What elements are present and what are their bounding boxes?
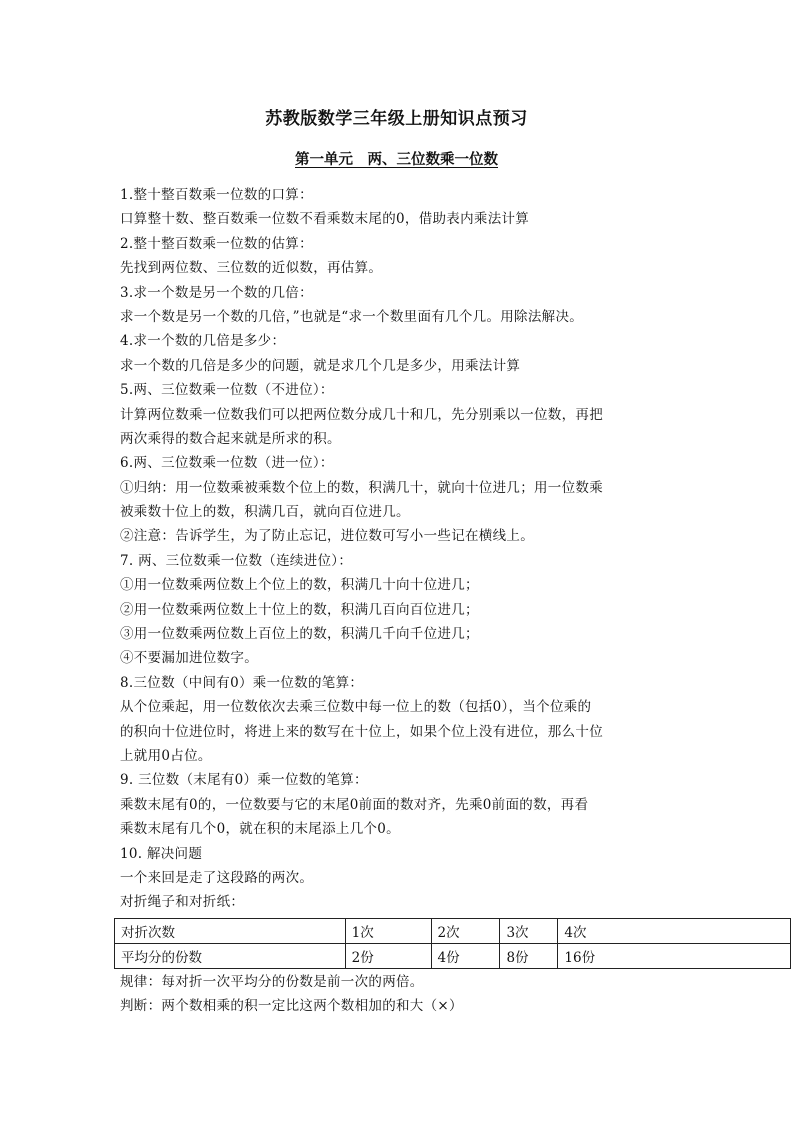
text-line: 被乘数十位上的数，积满几百，就向百位进几。 — [120, 504, 410, 521]
text-line: 上就用0占位。 — [120, 747, 212, 764]
text-line: 10. 解决问题 — [120, 845, 203, 862]
text-line: ①用一位数乘两位数上个位上的数，积满几十向十位进几； — [120, 577, 479, 594]
text-line: 一个来回是走了这段路的两次。 — [120, 869, 314, 886]
text-line: ③用一位数乘两位数上百位上的数，积满几千向千位进几； — [120, 626, 479, 643]
document-title: 苏教版数学三年级上册知识点预习 — [265, 109, 528, 129]
text-line: 求一个数是另一个数的几倍，”也就是“求一个数里面有几个几。用除法解决。 — [120, 308, 584, 325]
text-line: 求一个数的几倍是多少的问题，就是求几个几是多少，用乘法计算 — [120, 357, 521, 374]
table-cell: 2份 — [345, 944, 431, 969]
text-line: 判断：两个数相乘的积一定比这两个数相加的和大（×） — [120, 998, 463, 1015]
text-line: 9. 三位数（末尾有0）乘一位数的笔算： — [120, 772, 368, 789]
text-line: 8.三位数（中间有0）乘一位数的笔算： — [120, 674, 364, 691]
table-cell: 4份 — [431, 944, 500, 969]
table-cell: 8份 — [500, 944, 558, 969]
text-line: ②注意：告诉学生，为了防止忘记，进位数可写小一些记在横线上。 — [120, 528, 534, 545]
text-line: 2.整十整百数乘一位数的估算： — [120, 235, 313, 252]
table-cell: 平均分的份数 — [115, 944, 346, 969]
text-line: 1.整十整百数乘一位数的口算： — [120, 187, 313, 203]
text-line: 先找到两位数、三位数的近似数，再估算。 — [120, 260, 383, 277]
text-line: 乘数末尾有几个0，就在积的末尾添上几个0。 — [120, 821, 400, 838]
table-cell: 2次 — [431, 919, 500, 944]
table-cell: 1次 — [345, 919, 431, 944]
text-line: ④不要漏加进位数字。 — [120, 650, 258, 667]
content-body — [120, 183, 680, 915]
fold-table — [114, 918, 791, 969]
table-row — [115, 944, 791, 969]
table-cell: 3次 — [500, 919, 558, 944]
text-line: 的积向十位进位时，将进上来的数写在十位上，如果个位上没有进位，那么十位 — [120, 723, 603, 740]
unit-heading: 第一单元 两、三位数乘一位数 — [295, 152, 498, 168]
text-line: 7. 两、三位数乘一位数（连续进位）： — [120, 552, 353, 569]
text-line: ②用一位数乘两位数上十位上的数，积满几百向百位进几； — [120, 601, 479, 618]
rule-section — [120, 970, 463, 1019]
table-cell: 16份 — [558, 944, 791, 969]
text-line: 计算两位数乘一位数我们可以把两位数分成几十和几，先分别乘以一位数，再把 — [120, 406, 603, 423]
text-line: 乘数末尾有0的，一位数要与它的末尾0前面的数对齐，先乘0前面的数，再看 — [120, 796, 589, 813]
text-line: 从个位乘起，用一位数依次去乘三位数中每一位上的数（包括0），当个位乘的 — [120, 699, 592, 716]
table-cell: 4次 — [558, 919, 791, 944]
text-line: 口算整十数、整百数乘一位数不看乘数末尾的0，借助表内乘法计算 — [120, 211, 530, 228]
text-line: 5.两、三位数乘一位数（不进位）： — [120, 382, 334, 399]
text-line: 3.求一个数是另一个数的几倍： — [120, 284, 313, 301]
text-line: ①归纳：用一位数乘被乘数个位上的数，积满几十，就向十位进几；用一位数乘 — [120, 479, 603, 496]
text-line: 对折绳子和对折纸： — [120, 894, 245, 911]
table-cell: 对折次数 — [115, 919, 346, 944]
text-line: 4.求一个数的几倍是多少： — [120, 333, 286, 350]
table-row — [115, 919, 791, 944]
text-line: 6.两、三位数乘一位数（进一位）： — [120, 455, 334, 472]
text-line: 两次乘得的数合起来就是所求的积。 — [120, 430, 341, 447]
text-line: 规律：每对折一次平均分的份数是前一次的两倍。 — [120, 974, 424, 990]
